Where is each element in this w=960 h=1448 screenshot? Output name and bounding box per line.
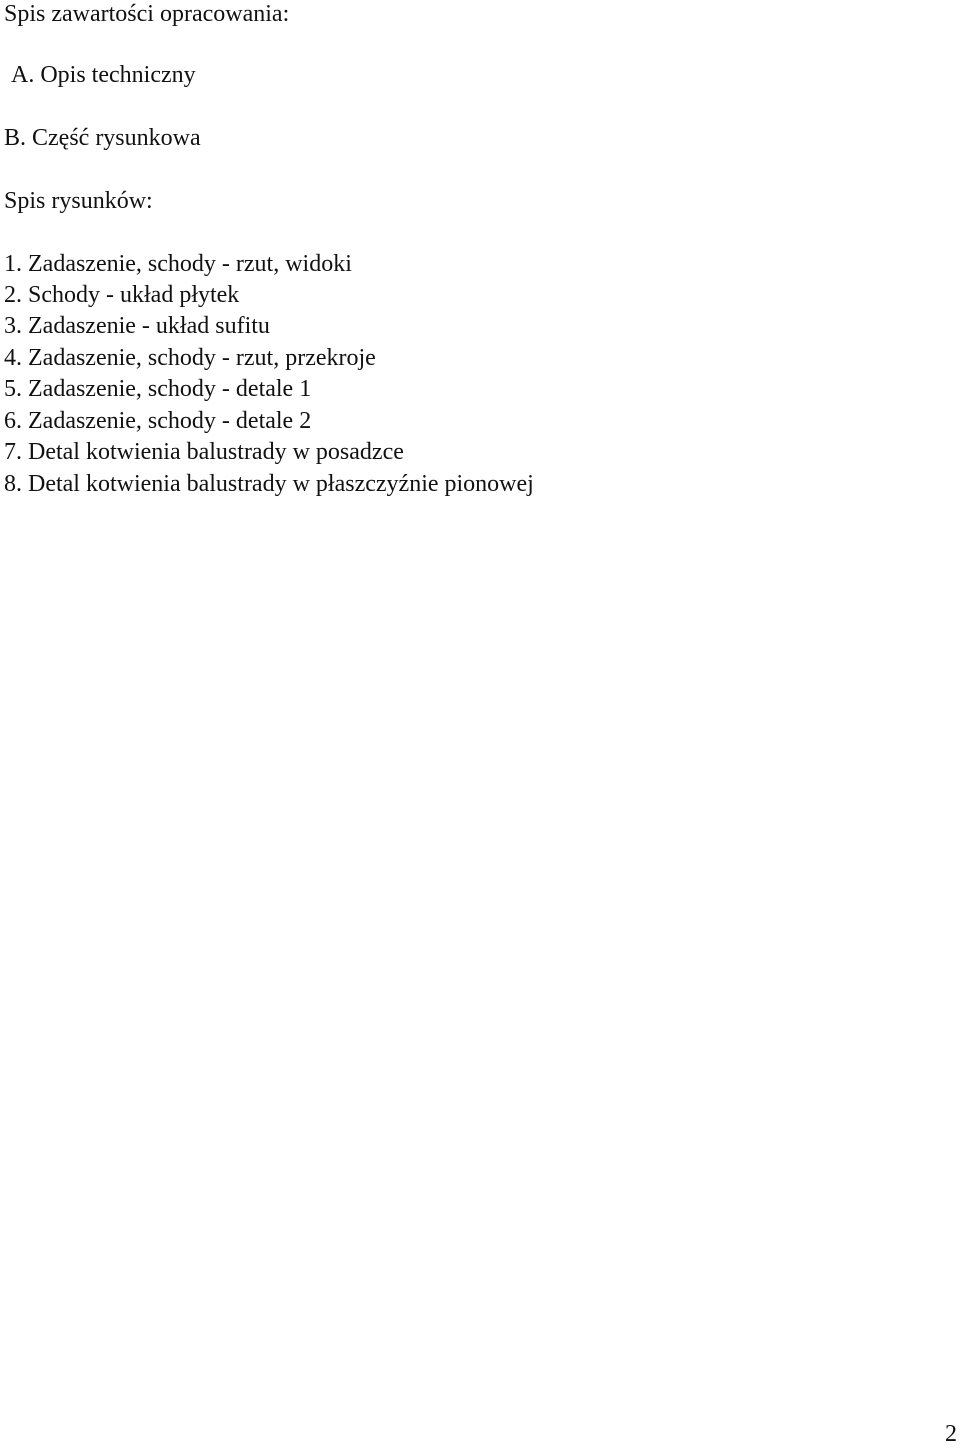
drawing-list-item-6: 6. Zadaszenie, schody - detale 2 [4,408,312,434]
drawing-list-item-7: 7. Detal kotwienia balustrady w posadzce [4,439,404,465]
contents-section-b: B. Część rysunkowa [4,125,201,151]
drawing-list-item-8: 8. Detal kotwienia balustrady w płaszczyźnie pionowej [4,471,534,497]
contents-section-a: A. Opis techniczny [11,62,196,88]
drawing-list-item-4: 4. Zadaszenie, schody - rzut, przekroje [4,345,376,371]
drawing-list-item-5: 5. Zadaszenie, schody - detale 1 [4,376,312,402]
page-number: 2 [945,1421,957,1447]
drawing-list-item-2: 2. Schody - układ płytek [4,282,240,308]
drawing-list-item-3: 3. Zadaszenie - układ sufitu [4,313,270,339]
drawings-heading: Spis rysunków: [4,188,153,214]
drawing-list-item-1: 1. Zadaszenie, schody - rzut, widoki [4,251,352,277]
contents-heading: Spis zawartości opracowania: [4,1,290,27]
